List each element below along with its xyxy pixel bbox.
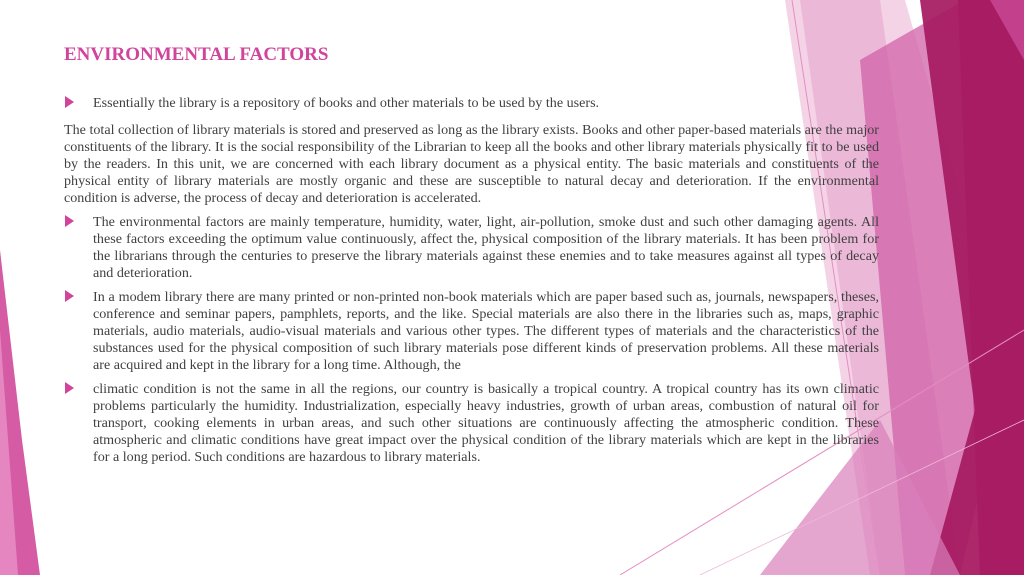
bullet-item-4	[64, 381, 879, 466]
bullet-arrow-icon	[65, 382, 74, 394]
bullet-text-1: Essentially the library is a repository of books and other materials to be used by the users.	[93, 95, 600, 111]
body-paragraph-1: The total collection of library materials is stored and preserved as long as the library exists. Books and other paper-based materials are the major constituents of the library. It is the social responsibility of the Librarian to keep all the books and other library materials physically fit to be used by the readers. In this unit, we are concerned with each library document as a physical entity. The basic materials and constituents of the physical entity of library materials are mostly organic and these are susceptible to natural decay and deterioration. If the environmental condition is adverse, the process of decay and deterioration is accelerated.	[64, 122, 879, 206]
bullet-item-2	[64, 214, 879, 282]
bullet-item-1	[64, 95, 879, 112]
bullet-text-3: In a modem library there are many printed or non-printed non-book materials which are paper based such as, journals, newspapers, theses, conference and seminar papers, pamphlets, reports, and the like. Special materials are also there in the libraries such as, maps, graphic materials, audio materials, audio-visual materials and various other types. The different types of materials and the characteristics of the substances used for the physical composition of such library materials pose different kinds of preservation problems. All these materials are acquired and kept in the library for a long time. Although, the	[93, 289, 879, 373]
bullet-text-2: The environmental factors are mainly temperature, humidity, water, light, air-pollution, smoke dust and such other damaging agents. All these factors exceeding the optimum value continuously, affect the, physical composition of the library materials. It has been problem for the librarians through the centuries to preserve the library materials against these enemies and to take measures against all types of decay and deterioration.	[93, 214, 879, 281]
slide-title: ENVIRONMENTAL FACTORS	[64, 44, 329, 65]
bullet-arrow-icon	[65, 215, 74, 227]
slide-content	[64, 95, 879, 466]
bullet-arrow-icon	[65, 290, 74, 302]
bullet-arrow-icon	[65, 96, 74, 108]
bullet-item-3	[64, 289, 879, 374]
bullet-text-4: climatic condition is not the same in all the regions, our country is basically a tropical country. A tropical country has its own climatic problems particularly the humidity. Industrialization, especially heavy industries, growth of urban areas, combustion of natural oil for transport, cooking elements in urban areas, and such other situations are continuously affecting the atmospheric condition. These atmospheric and climatic conditions have great impact over the physical condition of the library materials which are kept in the libraries for a long period. Such conditions are hazardous to library materials.	[93, 381, 879, 465]
